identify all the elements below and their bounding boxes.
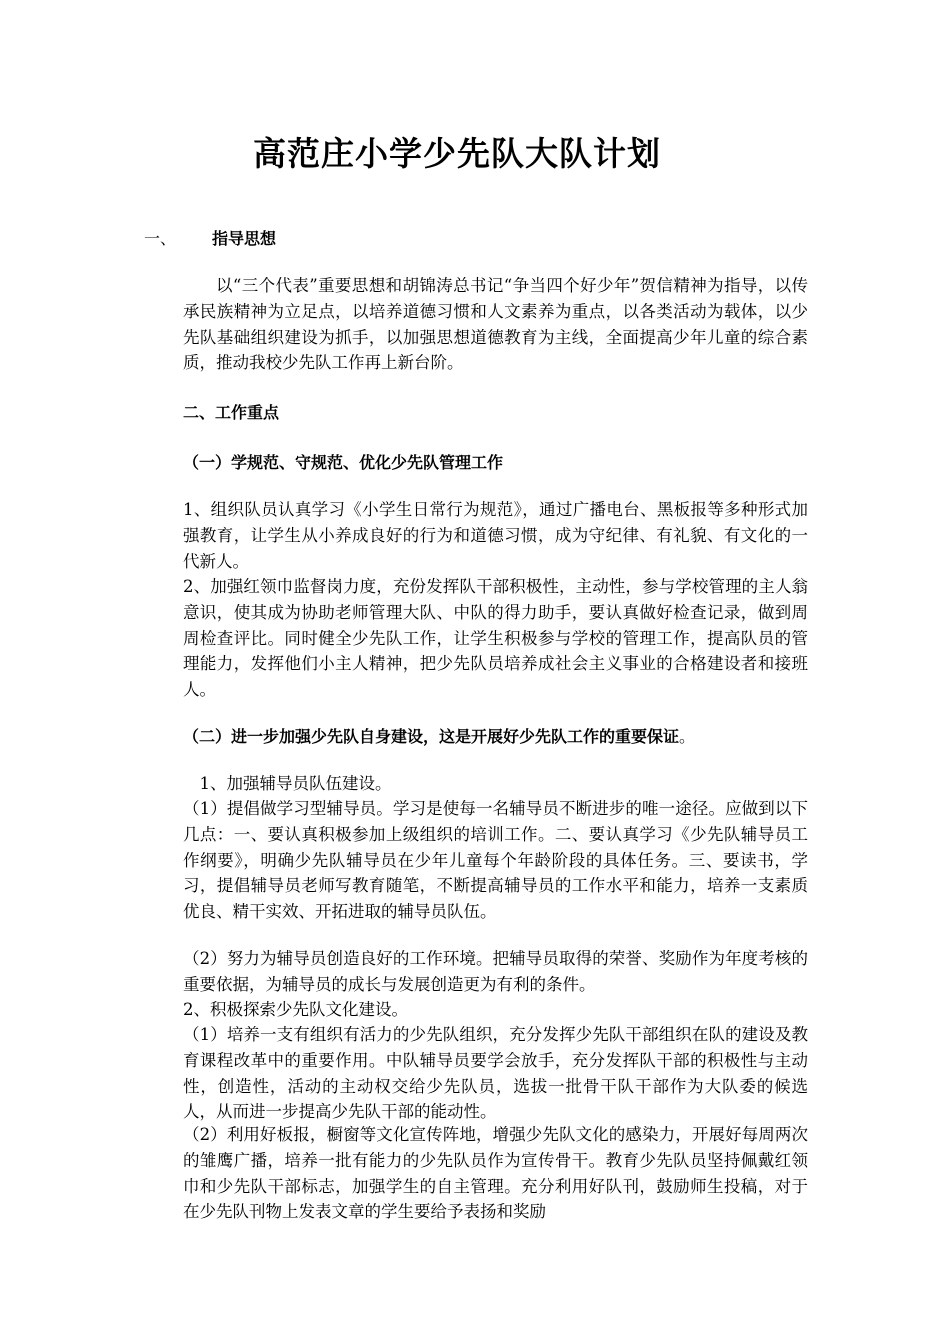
sub1-heading: （一）学规范、守规范、优化少先队管理工作 xyxy=(183,453,504,472)
sub2-heading-text: （二）进一步加强少先队自身建设，这是开展好少先队工作的重要保证 xyxy=(183,727,680,746)
sub2-item1-p1: （1）提倡做学习型辅导员。学习是使每一名辅导员不断进步的唯一途径。应做到以下几点：一、要认真积极参加上级组织的培训工作。二、要认真学习《少先队辅导员工作纲要》，明确少先队辅导员在少年儿童每个年龄阶段的具体任务。三、要读书，学习，提倡辅导员老师写教育随笔，不断提高辅导员的工作水平和能力，培养一支素质优良、精干实效、开拓进取的辅导员队伍。 xyxy=(183,799,808,922)
sub2-item1-p2: （2）努力为辅导员创造良好的工作环境。把辅导员取得的荣誉、奖励作为年度考核的重要依据，为辅导员的成长与发展创造更为有利的条件。 xyxy=(183,949,808,994)
sub1-item2: 2、加强红领巾监督岗力度，充份发挥队干部积极性，主动性，参与学校管理的主人翁意识，使其成为协助老师管理大队、中队的得力助手，要认真做好检查记录，做到周周检查评比。同时健全少先队工作，让学生积极参与学校的管理工作，提高队员的管理能力，发挥他们小主人精神，把少先队员培养成社会主义事业的合格建设者和接班人。 xyxy=(183,577,808,700)
sub2-item1-title: 1、加强辅导员队伍建设。 xyxy=(199,774,392,793)
section1-body: 以“三个代表”重要思想和胡锦涛总书记“争当四个好少年”贺信精神为指导，以传承民族精神为立足点，以培养道德习惯和人文素养为重点，以各类活动为载体，以少先队基础组织建设为抓手，以加强思想道德教育为主线，全面提高少年儿童的综合素质，推动我校少先队工作再上新台阶。 xyxy=(183,276,808,373)
section1-number: 一、 xyxy=(144,229,177,248)
sub2-heading-tail: 。 xyxy=(679,727,696,746)
sub2-heading xyxy=(183,724,823,747)
section1-heading xyxy=(144,226,276,249)
sub1-item1: 1、组织队员认真学习《小学生日常行为规范》，通过广播电台、黑板报等多种形式加强教育，让学生从小养成良好的行为和道德习惯，成为守纪律、有礼貌、有文化的一代新人。 xyxy=(183,500,808,571)
sub2-item2-p1: （1）培养一支有组织有活力的少先队组织，充分发挥少先队干部组织在队的建设及教育课程改革中的重要作用。中队辅导员要学会放手，充分发挥队干部的积极性与主动性，创造性，活动的主动权交给少先队员，选拔一批骨干队干部作为大队委的候选人，从而进一步提高少先队干部的能动性。 xyxy=(183,1025,808,1122)
document-title: 高范庄小学少先队大队计划 xyxy=(253,134,661,173)
sub2-item2-p2: （2）利用好板报，橱窗等文化宣传阵地，增强少先队文化的感染力，开展好每周两次的雏鹰广播，培养一批有能力的少先队员作为宣传骨干。教育少先队员坚持佩戴红领巾和少先队干部标志，加强学生的自主管理。充分利用好队刊，鼓励师生投稿，对于在少先队刊物上发表文章的学生要给予表扬和奖励 xyxy=(183,1125,808,1222)
section2-heading: 二、工作重点 xyxy=(183,403,280,422)
section1-heading-text: 指导思想 xyxy=(212,229,277,248)
sub2-item2-title: 2、积极探索少先队文化建设。 xyxy=(183,1000,408,1019)
